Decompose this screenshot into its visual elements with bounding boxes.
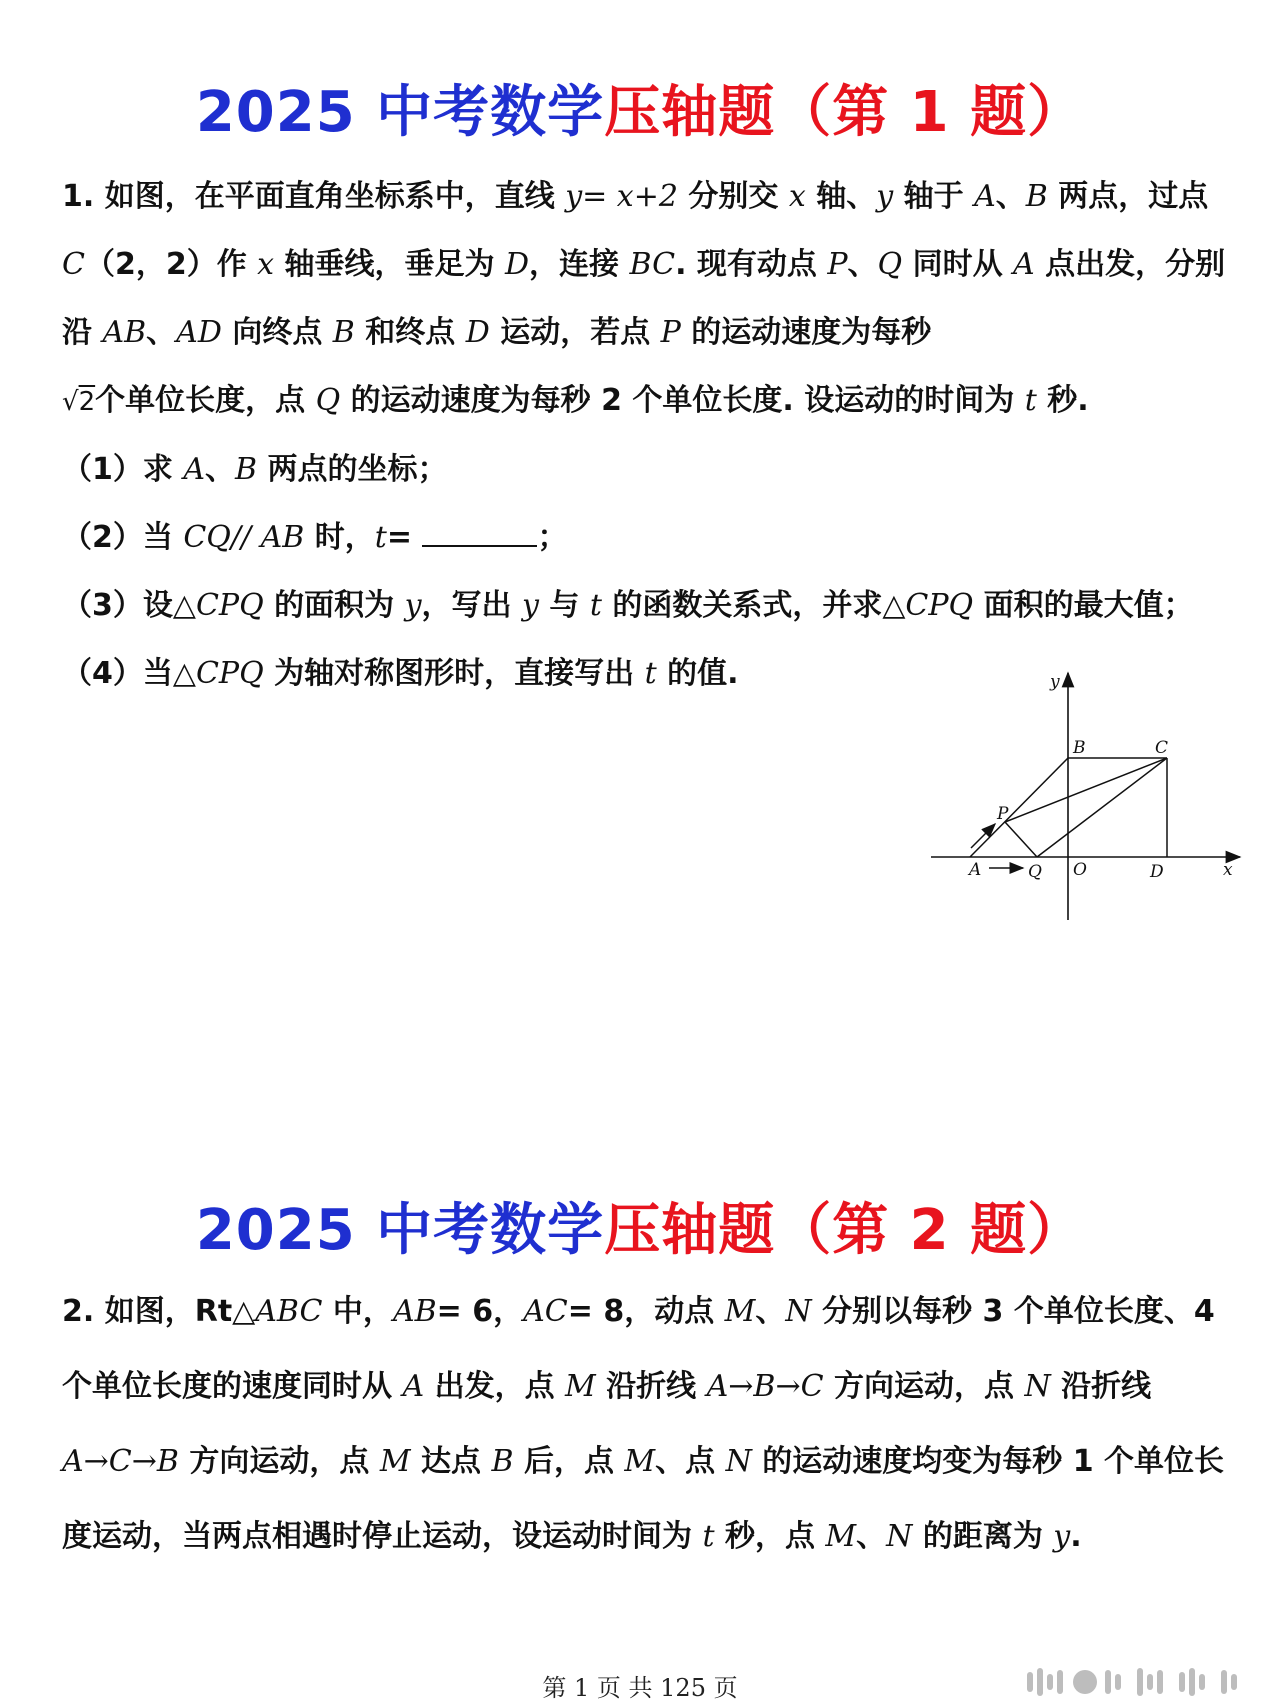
- title-red-part: 压轴题（第 1 题）: [604, 80, 1085, 145]
- segment-ab: [970, 758, 1068, 857]
- math: t: [589, 588, 602, 623]
- math: CPQ: [195, 588, 264, 623]
- text: . 现有动点: [675, 247, 828, 282]
- label-y: y: [1050, 672, 1060, 692]
- text: =: [386, 520, 423, 555]
- text: 的函数关系式，并求△: [601, 588, 906, 623]
- text: 面积的最大值；: [973, 588, 1194, 623]
- math: A: [183, 452, 205, 487]
- question-1: [62, 436, 1232, 504]
- answer-blank: [422, 517, 537, 547]
- label-c: C: [1155, 738, 1169, 758]
- math: N: [1024, 1369, 1051, 1404]
- math: B: [332, 315, 355, 350]
- text: 个单位长度，点: [95, 383, 316, 418]
- text: 的距离为: [912, 1519, 1054, 1554]
- text: 、: [755, 1294, 786, 1329]
- text: 方向运动，点: [178, 1444, 380, 1479]
- math: N: [785, 1294, 812, 1329]
- title-red-part: 压轴题（第 2 题）: [604, 1198, 1085, 1263]
- math: y: [876, 179, 894, 214]
- text: 、: [146, 315, 177, 350]
- text: 的面积为: [263, 588, 405, 623]
- text: 和终点: [354, 315, 466, 350]
- text: 分别交: [677, 179, 789, 214]
- title-blue-part: 2025 中考数学: [195, 80, 605, 145]
- math: t: [1024, 383, 1037, 418]
- problem-number: 1.: [62, 179, 95, 214]
- math: y: [521, 588, 539, 623]
- math: P: [660, 315, 681, 350]
- math: AB: [102, 315, 147, 350]
- math: y= x+2: [565, 179, 678, 214]
- math: AB: [392, 1294, 437, 1329]
- text: 达点: [410, 1444, 492, 1479]
- math: M: [379, 1444, 411, 1479]
- math: t: [374, 520, 387, 555]
- math: M: [825, 1519, 857, 1554]
- text: 轴垂线，垂足为: [274, 247, 505, 282]
- text: 的运动速度均变为每秒 1 个单位长度运动，当两点相遇时停止运动，设运动时间为: [62, 1444, 1225, 1554]
- text: 方向运动，点: [823, 1369, 1025, 1404]
- math: CQ// AB: [183, 520, 305, 555]
- problem-number: 2.: [62, 1294, 95, 1329]
- math: N: [886, 1519, 913, 1554]
- text: 沿折线: [1050, 1369, 1152, 1404]
- text: = 8，动点: [567, 1294, 725, 1329]
- text: ，连接: [529, 247, 630, 282]
- text: 、: [847, 247, 878, 282]
- text: 分别以每秒 3 个单位长度、4 个单位长度的速度同时从: [62, 1294, 1215, 1404]
- text: 向终点: [221, 315, 333, 350]
- text: （2，2）作: [84, 247, 258, 282]
- math: D: [504, 247, 530, 282]
- sqrt-symbol: √2: [62, 387, 96, 417]
- math: t: [702, 1519, 715, 1554]
- text: 的运动速度为每秒: [680, 315, 932, 350]
- label-b: B: [1073, 738, 1086, 758]
- math: A→C→B: [62, 1444, 179, 1479]
- problem2-text: [62, 1274, 1232, 1574]
- math: t: [644, 656, 657, 691]
- text: 的值.: [656, 656, 739, 691]
- math: D: [465, 315, 490, 350]
- label-p: P: [997, 804, 1009, 824]
- math: M: [624, 1444, 656, 1479]
- text: 点出发，分别沿: [62, 247, 1226, 350]
- text: ，写出: [421, 588, 522, 623]
- math: ABC: [255, 1294, 323, 1329]
- label-o: O: [1073, 860, 1087, 880]
- question-2: [62, 504, 1232, 572]
- text: 的运动速度为每秒 2 个单位长度. 设运动的时间为: [340, 383, 1025, 418]
- math: C: [62, 247, 85, 282]
- math: Q: [315, 383, 341, 418]
- math: Q: [877, 247, 903, 282]
- sqrt-radicand: 2: [78, 387, 96, 417]
- segment-pq: [1005, 822, 1037, 857]
- math: AD: [176, 315, 222, 350]
- text: 与: [538, 588, 590, 623]
- text: 、: [205, 452, 235, 487]
- text: 运动，若点: [489, 315, 661, 350]
- text: 为轴对称图形时，直接写出: [263, 656, 645, 691]
- math: y: [1053, 1519, 1071, 1554]
- math: A: [974, 179, 996, 214]
- math: BC: [629, 247, 676, 282]
- text: 时，: [304, 520, 375, 555]
- math: M: [724, 1294, 756, 1329]
- text: 同时从: [902, 247, 1014, 282]
- page-footer: 第 1 页 共 125 页: [542, 1674, 738, 1702]
- problem2-title: [0, 1196, 1280, 1266]
- math: A: [402, 1369, 425, 1404]
- math: x: [788, 179, 806, 214]
- math: AC: [523, 1294, 568, 1329]
- text: 如图，Rt△: [104, 1294, 256, 1329]
- text: （3）设△: [62, 588, 196, 623]
- problem1-title: [0, 78, 1280, 148]
- math: x: [257, 247, 275, 282]
- text: （1）求: [62, 452, 184, 487]
- math: CPQ: [195, 656, 264, 691]
- segment-cp: [1005, 758, 1167, 822]
- text: 中，: [322, 1294, 393, 1329]
- label-a: A: [969, 860, 982, 880]
- text: （4）当△: [62, 656, 196, 691]
- text: 如图，在平面直角坐标系中，直线: [104, 179, 566, 214]
- text: 轴于: [893, 179, 975, 214]
- question-3: [62, 572, 1232, 640]
- text: ；: [537, 520, 568, 555]
- math: B: [1025, 179, 1048, 214]
- math: CPQ: [905, 588, 974, 623]
- text: 轴、: [805, 179, 877, 214]
- text: 两点的坐标；: [257, 452, 448, 487]
- text: （2）当: [62, 520, 184, 555]
- math: M: [565, 1369, 596, 1404]
- text: 后，点: [513, 1444, 625, 1479]
- math: A: [1013, 247, 1035, 282]
- text: 秒.: [1036, 383, 1089, 418]
- math: y: [404, 588, 422, 623]
- text: 两点，过点: [1047, 179, 1209, 214]
- text: 秒，点: [714, 1519, 826, 1554]
- math: B: [235, 452, 258, 487]
- text: 、点: [655, 1444, 726, 1479]
- label-q: Q: [1028, 862, 1042, 882]
- segment-cq: [1037, 758, 1167, 857]
- text: = 6，: [436, 1294, 524, 1329]
- coordinate-figure: [925, 665, 1245, 925]
- math: P: [827, 247, 848, 282]
- label-d: D: [1150, 862, 1164, 882]
- watermark-logo-icon: [1025, 1666, 1245, 1698]
- problem1-text: [62, 163, 1232, 708]
- text: .: [1070, 1519, 1082, 1554]
- label-x: x: [1223, 860, 1233, 880]
- text: 、: [995, 179, 1026, 214]
- text: 出发，点: [424, 1369, 566, 1404]
- math: B: [491, 1444, 514, 1479]
- text: 、: [856, 1519, 887, 1554]
- title-blue-part: 2025 中考数学: [195, 1198, 605, 1263]
- math: A→B→C: [706, 1369, 824, 1404]
- math: N: [725, 1444, 752, 1479]
- text: 沿折线: [595, 1369, 707, 1404]
